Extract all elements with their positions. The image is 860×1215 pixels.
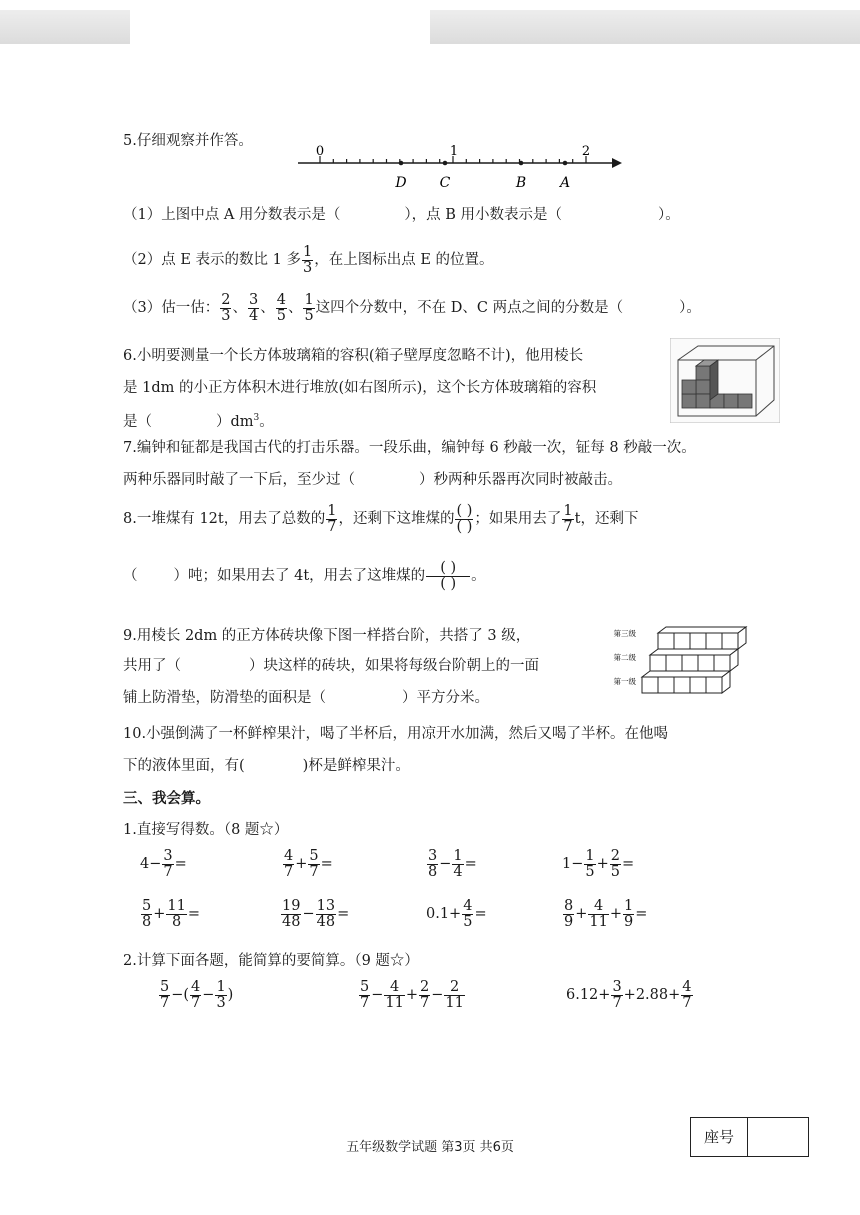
point-C-marker	[443, 161, 448, 166]
q6-line3-a: 是（	[123, 413, 152, 430]
fraction	[248, 293, 259, 324]
whole: 4−	[140, 856, 162, 872]
point-D-marker	[399, 161, 404, 166]
q8-l1-a: 8.一堆煤有 12t，用去了总数的	[123, 511, 326, 527]
point-label-A: A	[559, 175, 571, 191]
den: 48	[282, 913, 301, 930]
q8-l1-d: t，还剩下	[574, 511, 639, 527]
op: −	[431, 987, 444, 1003]
num: 2	[221, 291, 231, 308]
fraction	[159, 980, 170, 1011]
q6-line3	[123, 408, 274, 432]
op: −	[302, 906, 315, 922]
den: 7	[160, 994, 170, 1011]
eq: =	[622, 856, 635, 872]
q9-line2	[123, 656, 539, 676]
brick	[642, 677, 658, 693]
fraction	[681, 980, 692, 1011]
q5-p1-text-b: ），点 B 用小数表示是（	[404, 207, 563, 223]
den: 7	[191, 994, 201, 1011]
den: 7	[284, 863, 294, 880]
calc-2	[358, 976, 466, 1014]
fraction	[462, 899, 473, 930]
den: 7	[682, 994, 692, 1011]
den: 9	[624, 913, 634, 930]
fraction	[563, 899, 574, 930]
num: 4	[463, 897, 473, 914]
num: 1	[585, 847, 595, 864]
q5-part1	[123, 205, 680, 225]
den: 7	[327, 518, 337, 535]
expr-8	[562, 896, 647, 932]
point-B-marker	[519, 161, 524, 166]
op: −	[202, 987, 215, 1003]
fraction	[359, 980, 370, 1011]
step-top-face	[650, 649, 738, 655]
num: 1	[563, 502, 573, 519]
den: 7	[309, 863, 319, 880]
num: 5	[309, 847, 319, 864]
brick	[698, 655, 714, 671]
den: 5	[463, 913, 473, 930]
den: 48	[316, 913, 336, 930]
point-label-B: B	[515, 175, 527, 191]
fraction	[162, 849, 173, 880]
term: +2.88+	[623, 987, 681, 1003]
blank-fraction	[455, 504, 473, 535]
fraction	[316, 899, 336, 930]
den: 3	[302, 259, 313, 276]
point-label-D: D	[395, 175, 407, 191]
q7-line2-a: 两种乐器同时敲了一下后，至少过（	[123, 472, 355, 488]
op: +	[596, 856, 609, 872]
brick	[706, 633, 722, 649]
separator: 、	[260, 300, 275, 316]
eq: =	[174, 856, 187, 872]
section-3-sub2: 2.计算下面各题，能简算的要简算。（9 题☆）	[123, 953, 419, 969]
step-top-face	[658, 627, 746, 633]
q10-line2	[123, 756, 410, 776]
fraction	[452, 849, 463, 880]
fraction	[444, 980, 464, 1011]
expr-2	[282, 846, 333, 882]
fraction-one-seventh	[562, 504, 573, 535]
q10-line2-a: 下的液体里面，有(	[123, 758, 245, 774]
op: +	[405, 987, 418, 1003]
q6-line1: 6.小明要测量一个长方体玻璃箱的容积(箱子壁厚度忽略不计)，他用棱长	[123, 348, 584, 364]
fraction	[276, 293, 287, 324]
q5-title: 5.仔细观察并作答。	[123, 133, 253, 149]
staircase-figure	[600, 615, 760, 700]
den: 7	[360, 994, 370, 1011]
q5-p2-text-a: （2）点 E 表示的数比 1 多	[123, 252, 301, 268]
num: 2	[610, 847, 620, 864]
seat-number-box	[690, 1117, 809, 1157]
brick	[658, 633, 674, 649]
den: 11	[589, 913, 608, 930]
brick	[714, 655, 730, 671]
calc-3	[566, 976, 694, 1014]
fraction	[190, 980, 201, 1011]
brick	[674, 633, 690, 649]
num: 5	[160, 978, 170, 995]
num: 4	[191, 978, 201, 995]
brick	[674, 677, 690, 693]
brick	[658, 677, 674, 693]
q9-line1: 9.用棱长 2dm 的正方体砖块像下图一样搭台阶，共搭了 3 级，	[123, 628, 531, 644]
den: 11	[385, 994, 404, 1011]
num: 3	[612, 978, 622, 995]
op: −(	[171, 987, 190, 1003]
stair-label-1: 第一级	[613, 677, 636, 686]
den: ( )	[440, 575, 457, 592]
den: 8	[142, 913, 152, 930]
num: 19	[282, 897, 301, 914]
op: +	[609, 906, 622, 922]
fraction	[303, 293, 314, 324]
expr-3	[426, 846, 477, 882]
den: 4	[453, 863, 463, 880]
fraction	[623, 899, 634, 930]
glass-box-figure	[670, 338, 780, 423]
term: 6.12+	[566, 987, 611, 1003]
q9-line3-b: ）平方分米。	[402, 690, 489, 706]
q5-p3-text-b: 这四个分数中，不在 D、C 两点之间的分数是（	[315, 300, 624, 316]
den: 5	[304, 307, 314, 324]
op: +	[575, 906, 588, 922]
fraction-one-third	[302, 245, 313, 276]
q10-line1: 10.小强倒满了一杯鲜榨果汁，喝了半杯后，用凉开水加满，然后又喝了半杯。在他喝	[123, 726, 669, 742]
num: 1	[453, 847, 463, 864]
brick	[706, 677, 722, 693]
expr-7	[426, 896, 487, 932]
q5-p2-text-b: ，在上图标出点 E 的位置。	[314, 252, 494, 268]
num: 2	[444, 980, 464, 996]
q5-p3-text-a: （3）估一估：	[123, 300, 220, 316]
eq: =	[464, 856, 477, 872]
fraction	[611, 980, 622, 1011]
den: 8	[172, 913, 182, 930]
brick	[690, 633, 706, 649]
fraction	[283, 849, 294, 880]
point-A-marker	[563, 161, 568, 166]
fraction	[610, 849, 621, 880]
fraction	[220, 293, 231, 324]
section-3-title: 三、我会算。	[123, 791, 210, 807]
q5-p1-text-a: （1）上图中点 A 用分数表示是（	[123, 207, 341, 223]
num: 1	[302, 243, 313, 260]
q8-l2-b: ）吨；如果用去了 4t，用去了这堆煤的	[173, 568, 426, 584]
den: 5	[610, 863, 620, 880]
whole: 1−	[562, 856, 584, 872]
eq: =	[474, 906, 487, 922]
q5-part3	[123, 290, 701, 326]
q7-line1: 7.编钟和钲都是我国古代的打击乐器。一段乐曲，编钟每 6 秒敲一次，钲每 8 秒敲一次。	[123, 440, 696, 456]
q8-l2-c: 。	[471, 568, 486, 584]
page-footer: 五年级数学试题 第3页 共6页	[346, 1140, 514, 1155]
section-3-sub1: 1.直接写得数。（8 题☆）	[123, 822, 289, 838]
fraction	[215, 980, 226, 1011]
num: 4	[276, 291, 286, 308]
q7-line2	[123, 470, 622, 490]
brick	[682, 655, 698, 671]
op: +	[153, 906, 166, 922]
q9-line3-a: 铺上防滑垫，防滑垫的面积是（	[123, 690, 326, 706]
cubic-superscript: 3	[253, 413, 260, 423]
num: 13	[316, 897, 336, 914]
q5-part2	[123, 243, 494, 277]
den: 7	[612, 994, 622, 1011]
q8-line1	[123, 500, 638, 538]
den: 9	[564, 913, 574, 930]
num: ( )	[426, 561, 470, 577]
den: 8	[428, 863, 438, 880]
fraction	[427, 849, 438, 880]
op: −	[371, 987, 384, 1003]
eq: =	[187, 906, 200, 922]
tick-label-0: 0	[315, 144, 325, 159]
fraction	[384, 980, 404, 1011]
q9-line3	[123, 688, 489, 708]
den: 7	[163, 863, 173, 880]
den: 3	[221, 307, 231, 324]
num: 2	[420, 978, 430, 995]
op: +	[295, 856, 308, 872]
den: 7	[420, 994, 430, 1011]
brick	[690, 677, 706, 693]
q10-line2-b: )杯是鲜榨果汁。	[302, 758, 410, 774]
fraction	[419, 980, 430, 1011]
num: 5	[360, 978, 370, 995]
scan-shadow-left	[0, 10, 130, 44]
fraction	[308, 849, 319, 880]
fraction-one-seventh	[326, 504, 337, 535]
num: 4	[384, 980, 404, 996]
q8-l2-a: （	[123, 568, 138, 584]
expr-4	[562, 846, 634, 882]
num: 4	[682, 978, 692, 995]
op: −	[439, 856, 452, 872]
step-top-face	[642, 671, 730, 677]
eq: =	[337, 906, 350, 922]
num: 3	[248, 291, 259, 308]
num: 4	[588, 899, 608, 915]
q8-l1-c: ；如果用去了	[474, 511, 562, 527]
calc-1	[158, 976, 233, 1014]
eq: =	[320, 856, 333, 872]
den: 5	[276, 307, 286, 324]
den: 5	[585, 863, 595, 880]
q9-line2-a: 共用了（	[123, 658, 181, 674]
num: 11	[167, 897, 186, 914]
num: 1	[327, 502, 337, 519]
fraction	[588, 899, 608, 930]
fraction	[281, 899, 301, 930]
q7-line2-b: ）秒两种乐器再次同时被敲击。	[419, 472, 622, 488]
den: ( )	[456, 518, 473, 535]
stair-label-3: 第三级	[613, 629, 636, 638]
q6-line3-b: ）dm	[216, 413, 254, 430]
num: 1	[216, 978, 226, 995]
q9-line2-b: ）块这样的砖块，如果将每级台阶朝上的一面	[249, 658, 539, 674]
fraction	[584, 849, 595, 880]
q6-line3-c: 。	[259, 413, 274, 430]
scan-shadow-right	[430, 10, 860, 44]
q5-p1-text-c: ）。	[658, 207, 680, 223]
num: ( )	[456, 502, 473, 519]
den: 4	[248, 307, 259, 324]
brick	[650, 655, 666, 671]
fraction	[166, 899, 186, 930]
num: 8	[564, 897, 574, 914]
q5-p3-text-c: ）。	[679, 300, 701, 316]
num: 5	[142, 897, 152, 914]
number-line	[290, 140, 630, 195]
point-label-C: C	[439, 175, 451, 191]
eq: =	[635, 906, 648, 922]
num: 3	[163, 847, 173, 864]
den: 11	[445, 994, 464, 1011]
tick-label-2: 2	[581, 144, 591, 159]
fraction	[141, 899, 152, 930]
num: 1	[304, 291, 314, 308]
expr-1	[140, 846, 187, 882]
q8-l1-b: ，还剩下这堆煤的	[338, 511, 455, 527]
num: 4	[284, 847, 294, 864]
seat-number-label: 座号	[691, 1118, 748, 1156]
brick	[666, 655, 682, 671]
brick	[722, 633, 738, 649]
tick-label-1: 1	[449, 144, 459, 159]
whole: 0.1+	[426, 906, 462, 922]
separator: 、	[232, 300, 247, 316]
blank-fraction	[426, 561, 470, 592]
den: 3	[216, 994, 226, 1011]
expr-5	[140, 896, 200, 932]
num: 3	[428, 847, 438, 864]
stair-label-2: 第二级	[613, 653, 636, 662]
q6-line2: 是 1dm 的小正方体积木进行堆放(如右图所示)，这个长方体玻璃箱的容积	[123, 380, 597, 396]
den: 7	[563, 518, 573, 535]
expr-6	[280, 896, 349, 932]
num: 1	[624, 897, 634, 914]
op: )	[227, 987, 234, 1003]
q8-line2	[123, 555, 486, 597]
separator: 、	[287, 300, 303, 316]
